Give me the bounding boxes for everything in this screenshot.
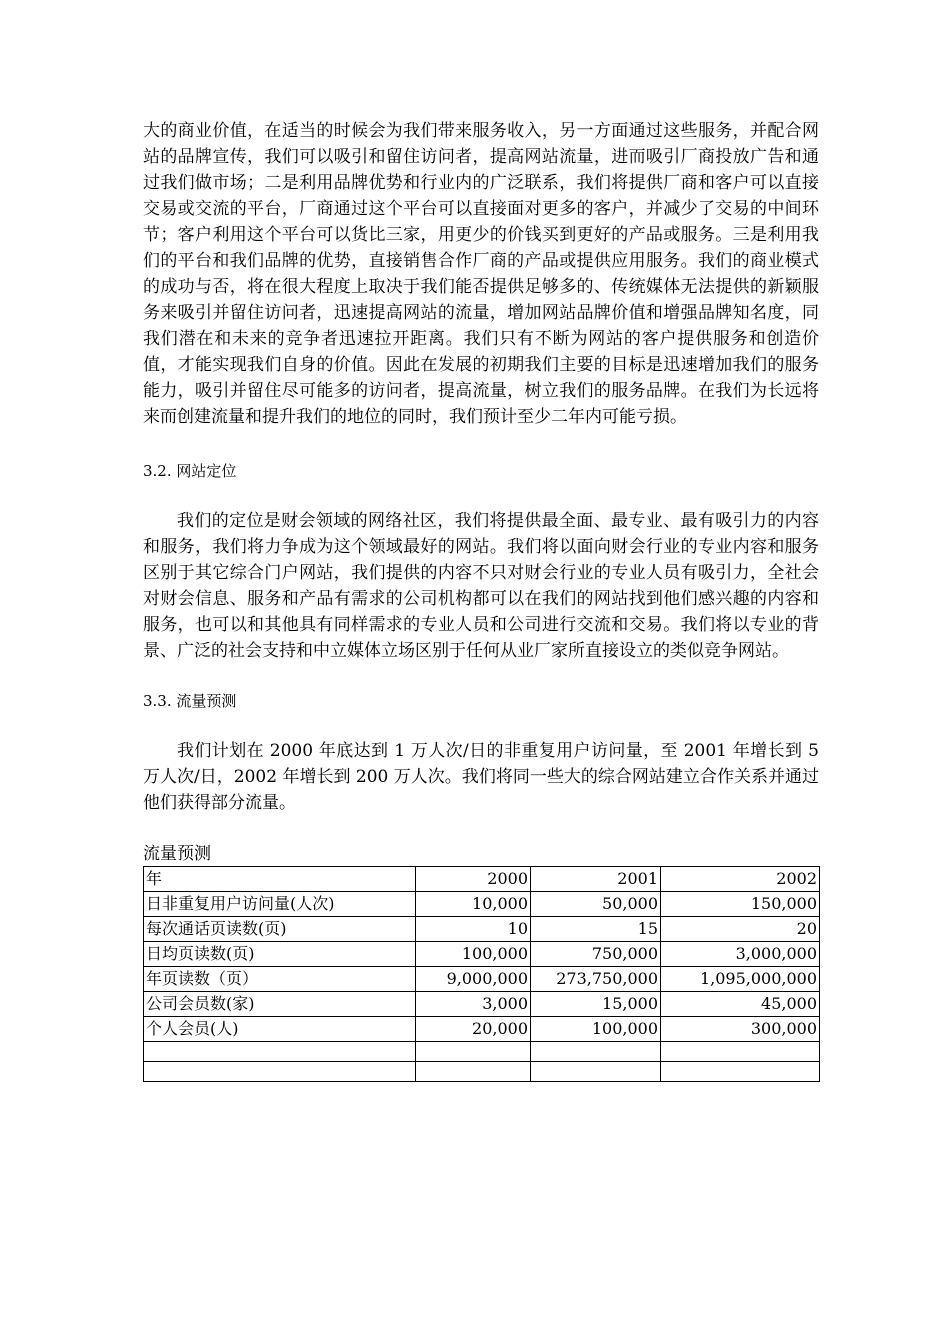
- row-label: 日非重复用户访问量(人次): [144, 892, 416, 917]
- table-cell: 45,000: [661, 992, 820, 1017]
- empty-table-row: [144, 1062, 820, 1082]
- table-header-row: [144, 867, 820, 892]
- table-caption: 流量预测: [143, 844, 211, 864]
- table-cell: 300,000: [661, 1017, 820, 1042]
- empty-cell: [661, 1042, 820, 1062]
- table-cell: 3,000: [416, 992, 531, 1017]
- section-heading-website-positioning: 3.2. 网站定位: [143, 462, 237, 480]
- empty-table-row: [144, 1042, 820, 1062]
- empty-cell: [531, 1042, 661, 1062]
- table-cell: 750,000: [531, 942, 661, 967]
- empty-cell: [416, 1042, 531, 1062]
- row-label: 年页读数（页）: [144, 967, 416, 992]
- table-row: [144, 992, 820, 1017]
- table-row: [144, 917, 820, 942]
- table-cell: 15,000: [531, 992, 661, 1017]
- empty-cell: [144, 1062, 416, 1082]
- table-cell: 1,095,000,000: [661, 967, 820, 992]
- intro-paragraph: 大的商业价值，在适当的时候会为我们带来服务收入，另一方面通过这些服务，并配合网站的品牌宣传，我们可以吸引和留住访问者，提高网站流量，进而吸引厂商投放广告和通过我们做市场；二是利用品牌优势和行业内的广泛联系，我们将提供厂商和客户可以直接交易或交流的平台，厂商通过这个平台可以直接面对更多的客户，并减少了交易的中间环节；客户利用这个平台可以货比三家，用更少的价钱买到更好的产品或服务。三是利用我们的平台和我们品牌的优势，直接销售合作厂商的产品或提供应用服务。我们的商业模式的成功与否，将在很大程度上取决于我们能否提供足够多的、传统媒体无法提供的新颖服务来吸引并留住访问者，迅速提高网站的流量，增加网站品牌价值和增强品牌知名度，同我们潜在和未来的竞争者迅速拉开距离。我们只有不断为网站的客户提供服务和创造价值，才能实现我们自身的价值。因此在发展的初期我们主要的目标是迅速增加我们的服务能力，吸引并留住尽可能多的访问者，提高流量，树立我们的服务品牌。在我们为长远将来而创建流量和提升我们的地位的同时，我们预计至少二年内可能亏损。: [143, 121, 819, 427]
- header-cell-year: 年: [144, 867, 416, 892]
- empty-cell: [661, 1062, 820, 1082]
- table-cell: 150,000: [661, 892, 820, 917]
- row-label: 个人会员(人): [144, 1017, 416, 1042]
- header-cell-2001: 2001: [531, 867, 661, 892]
- header-cell-2002: 2002: [661, 867, 820, 892]
- website-positioning-paragraph: 我们的定位是财会领域的网络社区，我们将提供最全面、最专业、最有吸引力的内容和服务，我们将力争成为这个领域最好的网站。我们将以面向财会行业的专业内容和服务区别于其它综合门户网站，我们提供的内容不只对财会行业的专业人员有吸引力，全社会对财会信息、服务和产品有需求的公司机构都可以在我们的网站找到他们感兴趣的内容和服务，也可以和其他具有同样需求的专业人员和公司进行交流和交易。我们将以专业的背景、广泛的社会支持和中立媒体立场区别于任何从业厂家所直接设立的类似竞争网站。: [143, 511, 819, 661]
- empty-cell: [416, 1062, 531, 1082]
- table-row: [144, 967, 820, 992]
- table-cell: 15: [531, 917, 661, 942]
- row-label: 每次通话页读数(页): [144, 917, 416, 942]
- empty-cell: [531, 1062, 661, 1082]
- table-cell: 50,000: [531, 892, 661, 917]
- row-label: 日均页读数(页): [144, 942, 416, 967]
- table-row: [144, 892, 820, 917]
- empty-cell: [144, 1042, 416, 1062]
- row-label: 公司会员数(家): [144, 992, 416, 1017]
- table-cell: 3,000,000: [661, 942, 820, 967]
- document-page: [143, 118, 819, 1082]
- header-cell-2000: 2000: [416, 867, 531, 892]
- table-row: [144, 1017, 820, 1042]
- table-cell: 100,000: [416, 942, 531, 967]
- section-heading-traffic-forecast: 3.3. 流量预测: [143, 692, 237, 710]
- table-cell: 10: [416, 917, 531, 942]
- table-cell: 20,000: [416, 1017, 531, 1042]
- traffic-forecast-table: [143, 866, 820, 1082]
- table-cell: 9,000,000: [416, 967, 531, 992]
- table-cell: 20: [661, 917, 820, 942]
- table-cell: 10,000: [416, 892, 531, 917]
- table-row: [144, 942, 820, 967]
- traffic-forecast-paragraph: 我们计划在 2000 年底达到 1 万人次/日的非重复用户访问量，至 2001 年增长到 5 万人次/日，2002 年增长到 200 万人次。我们将同一些大的综合网站建立合作关系并通过他们获得部分流量。: [143, 741, 819, 813]
- table-cell: 100,000: [531, 1017, 661, 1042]
- table-cell: 273,750,000: [531, 967, 661, 992]
